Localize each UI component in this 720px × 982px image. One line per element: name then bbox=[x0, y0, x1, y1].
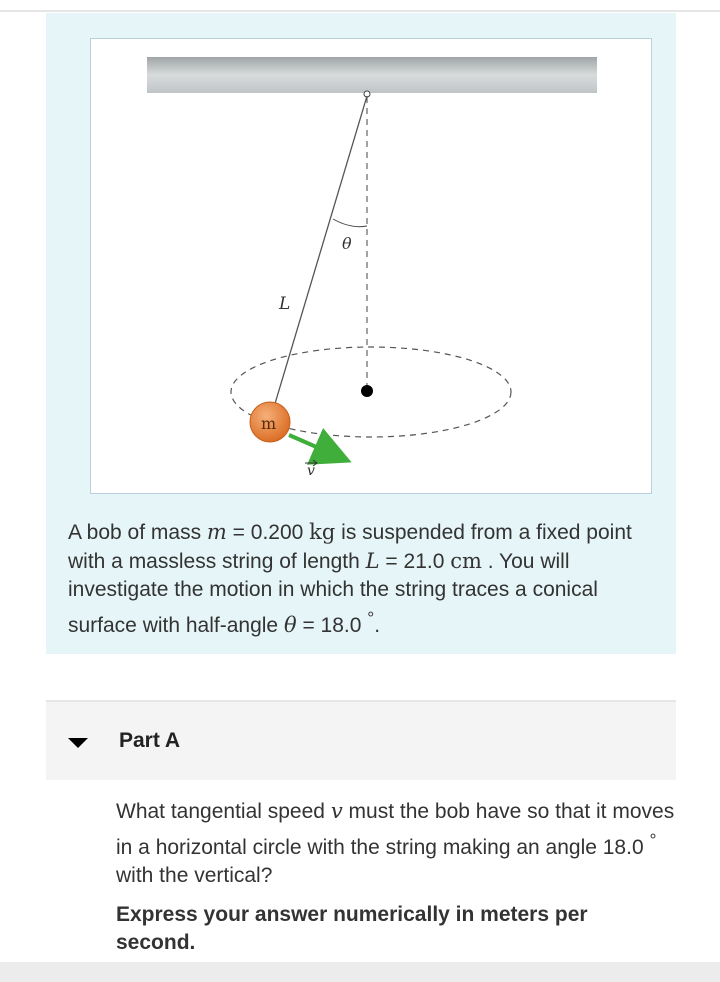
conical-pendulum-diagram bbox=[91, 39, 653, 495]
circle-center bbox=[361, 385, 373, 397]
top-divider bbox=[0, 0, 720, 12]
answer-instruction: Express your answer numerically in meters per second. bbox=[116, 903, 588, 954]
problem-panel bbox=[46, 13, 676, 654]
velocity-arrow bbox=[289, 435, 337, 456]
theta-label: θ bbox=[342, 234, 352, 253]
string bbox=[271, 96, 367, 417]
angle-arc bbox=[333, 219, 367, 227]
problem-statement: A bob of mass m = 0.200 kg is suspended from a fixed point with a massless string of length L = 21.0 cm . You will investigate the motion in which the string traces a conical surface with half-angle θ = 18.0 °. bbox=[68, 520, 632, 637]
collapse-caret-icon[interactable] bbox=[68, 738, 88, 748]
velocity-label: v bbox=[307, 463, 315, 479]
ceiling bbox=[147, 57, 597, 93]
pendulum-figure bbox=[90, 38, 652, 494]
part-a-question: What tangential speed v must the bob have so that it moves in a horizontal circle with the string making an angle 18.0 ° with the vertical? bbox=[116, 799, 675, 887]
length-label: L bbox=[279, 294, 291, 314]
part-a-title[interactable]: Part A bbox=[119, 729, 181, 752]
mass-label: m bbox=[261, 414, 277, 433]
part-a-header[interactable] bbox=[46, 700, 676, 780]
bottom-divider bbox=[0, 962, 720, 982]
